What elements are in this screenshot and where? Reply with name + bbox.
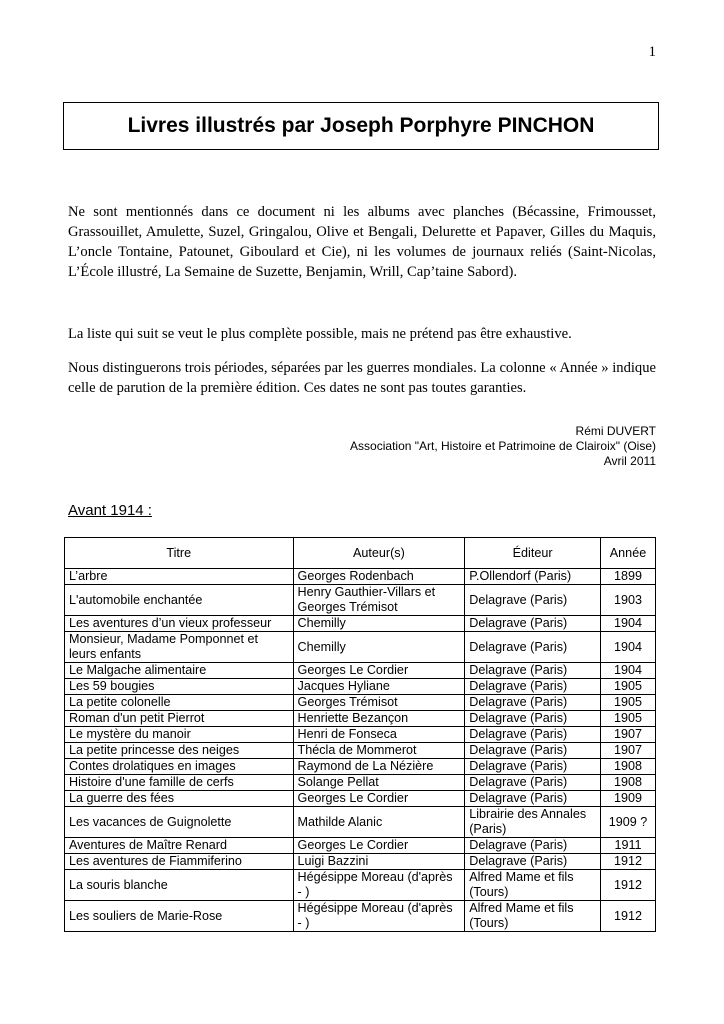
cell-author: Luigi Bazzini (293, 854, 465, 870)
periods-paragraph: Nous distinguerons trois périodes, séparées par les guerres mondiales. La colonne « Année » indique celle de parution de la première édition. Ces dates ne sont pas toutes garanties. (68, 360, 656, 396)
cell-author: Hégésippe Moreau (d'après - ) (293, 870, 465, 901)
cell-year: 1904 (601, 663, 656, 679)
cell-publisher: Delagrave (Paris) (465, 711, 601, 727)
table-row (65, 632, 656, 663)
cell-title: Les aventures d’un vieux professeur (65, 616, 294, 632)
section-heading: Avant 1914 : (68, 502, 152, 519)
signature-author: Rémi DUVERT (575, 424, 656, 438)
table-row (65, 791, 656, 807)
cell-year: 1912 (601, 901, 656, 932)
cell-year: 1909 (601, 791, 656, 807)
cell-title: Les 59 bougies (65, 679, 294, 695)
cell-year: 1909 ? (601, 807, 656, 838)
cell-title: Histoire d'une famille de cerfs (65, 775, 294, 791)
cell-publisher: Delagrave (Paris) (465, 759, 601, 775)
cell-author: Henry Gauthier-Villars et Georges Trémisot (293, 585, 465, 616)
cell-author: Raymond de La Nézière (293, 759, 465, 775)
cell-publisher: Alfred Mame et fils (Tours) (465, 870, 601, 901)
cell-publisher: Librairie des Annales (Paris) (465, 807, 601, 838)
table-row (65, 901, 656, 932)
cell-author: Georges Rodenbach (293, 569, 465, 585)
table-header-row (65, 538, 656, 569)
intro-paragraph: Ne sont mentionnés dans ce document ni les albums avec planches (Bécassine, Frimousset, Grassouillet, Amulette, Suzel, Gringalou, Olive et Bengali, Delurette et Papaver, Gilles du Maquis, L’oncle Tontaine, Patounet, Giboulard et Cie), ni les volumes de journaux reliés (Saint-Nicolas, L’École illustré, La Semaine de Suzette, Benjamin, Wrill, Cap’taine Sabord). (68, 204, 656, 280)
title-box (63, 102, 659, 150)
table-row (65, 585, 656, 616)
cell-year: 1905 (601, 711, 656, 727)
page-number: 1 (648, 44, 656, 60)
cell-title: Les vacances de Guignolette (65, 807, 294, 838)
table-row (65, 711, 656, 727)
cell-title: Les souliers de Marie-Rose (65, 901, 294, 932)
cell-author: Henriette Bezançon (293, 711, 465, 727)
cell-title: Aventures de Maître Renard (65, 838, 294, 854)
table-row (65, 838, 656, 854)
cell-author: Chemilly (293, 632, 465, 663)
cell-year: 1907 (601, 727, 656, 743)
cell-publisher: Delagrave (Paris) (465, 775, 601, 791)
cell-year: 1905 (601, 679, 656, 695)
cell-title: La souris blanche (65, 870, 294, 901)
cell-year: 1904 (601, 632, 656, 663)
table-row (65, 807, 656, 838)
table-row (65, 854, 656, 870)
cell-publisher: Delagrave (Paris) (465, 632, 601, 663)
table-body (65, 569, 656, 932)
cell-title: Roman d'un petit Pierrot (65, 711, 294, 727)
cell-year: 1908 (601, 759, 656, 775)
cell-author: Georges Le Cordier (293, 791, 465, 807)
cell-title: La petite colonelle (65, 695, 294, 711)
cell-author: Mathilde Alanic (293, 807, 465, 838)
cell-year: 1903 (601, 585, 656, 616)
table-row (65, 727, 656, 743)
cell-year: 1908 (601, 775, 656, 791)
cell-author: Hégésippe Moreau (d'après - ) (293, 901, 465, 932)
cell-publisher: Delagrave (Paris) (465, 743, 601, 759)
cell-publisher: Delagrave (Paris) (465, 695, 601, 711)
cell-title: Le Malgache alimentaire (65, 663, 294, 679)
cell-title: La guerre des fées (65, 791, 294, 807)
cell-author: Jacques Hyliane (293, 679, 465, 695)
table-row (65, 616, 656, 632)
signature-association: Association "Art, Histoire et Patrimoine de Clairoix" (Oise) (350, 439, 656, 453)
cell-year: 1904 (601, 616, 656, 632)
cell-year: 1899 (601, 569, 656, 585)
cell-author: Georges Le Cordier (293, 838, 465, 854)
document-title: Livres illustrés par Joseph Porphyre PINCHON (127, 114, 595, 137)
cell-publisher: Delagrave (Paris) (465, 663, 601, 679)
cell-publisher: Alfred Mame et fils (Tours) (465, 901, 601, 932)
cell-title: Les aventures de Fiammiferino (65, 854, 294, 870)
cell-year: 1912 (601, 854, 656, 870)
cell-publisher: Delagrave (Paris) (465, 854, 601, 870)
cell-year: 1907 (601, 743, 656, 759)
cell-author: Georges Le Cordier (293, 663, 465, 679)
cell-publisher: Delagrave (Paris) (465, 679, 601, 695)
cell-author: Solange Pellat (293, 775, 465, 791)
cell-author: Chemilly (293, 616, 465, 632)
signature-date: Avril 2011 (603, 454, 656, 468)
header-author: Auteur(s) (293, 538, 465, 569)
cell-title: L'automobile enchantée (65, 585, 294, 616)
cell-year: 1912 (601, 870, 656, 901)
cell-title: Monsieur, Madame Pomponnet et leurs enfants (65, 632, 294, 663)
header-year: Année (601, 538, 656, 569)
signature-block (350, 424, 656, 469)
table-row (65, 743, 656, 759)
cell-publisher: Delagrave (Paris) (465, 838, 601, 854)
table-row (65, 663, 656, 679)
cell-publisher: Delagrave (Paris) (465, 727, 601, 743)
table-row (65, 870, 656, 901)
cell-year: 1905 (601, 695, 656, 711)
cell-title: L’arbre (65, 569, 294, 585)
table-row (65, 759, 656, 775)
cell-title: Le mystère du manoir (65, 727, 294, 743)
books-table (64, 537, 656, 932)
table-row (65, 679, 656, 695)
cell-publisher: Delagrave (Paris) (465, 585, 601, 616)
cell-publisher: Delagrave (Paris) (465, 791, 601, 807)
cell-author: Thécla de Mommerot (293, 743, 465, 759)
cell-publisher: P.Ollendorf (Paris) (465, 569, 601, 585)
scope-paragraph: La liste qui suit se veut le plus complète possible, mais ne prétend pas être exhaustive. (68, 326, 572, 342)
table-row (65, 569, 656, 585)
header-publisher: Éditeur (465, 538, 601, 569)
cell-publisher: Delagrave (Paris) (465, 616, 601, 632)
cell-year: 1911 (601, 838, 656, 854)
cell-title: Contes drolatiques en images (65, 759, 294, 775)
table-row (65, 695, 656, 711)
table-row (65, 775, 656, 791)
cell-title: La petite princesse des neiges (65, 743, 294, 759)
header-title: Titre (65, 538, 294, 569)
cell-author: Georges Trémisot (293, 695, 465, 711)
cell-author: Henri de Fonseca (293, 727, 465, 743)
